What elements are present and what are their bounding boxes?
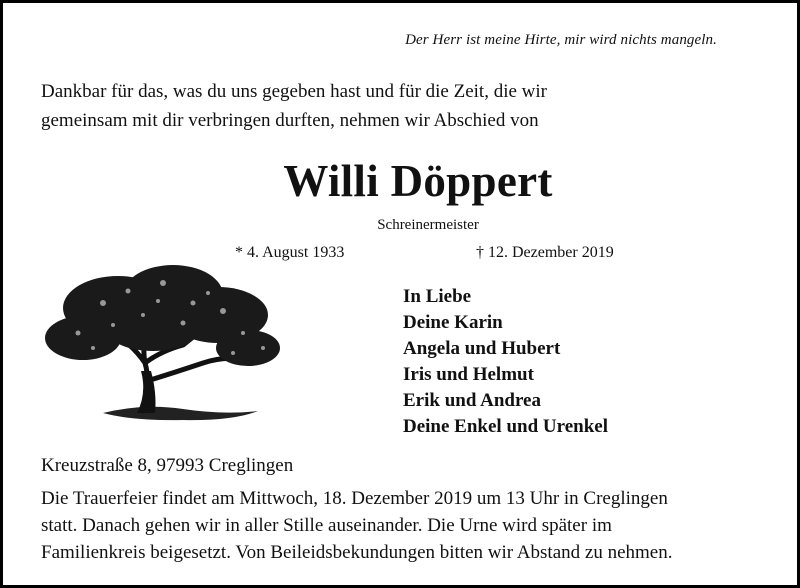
intro-line: Dankbar für das, was du uns gegeben hast und für die Zeit, die wir	[41, 81, 547, 102]
death-date: † 12. Dezember 2019	[476, 244, 614, 261]
bible-verse: Der Herr ist meine Hirte, mir wird nichts mangeln.	[405, 32, 717, 48]
deceased-name: Willi Döppert	[283, 156, 553, 206]
ceremony-line: statt. Danach gehen wir in aller Stille auseinander. Die Urne wird später im	[41, 515, 612, 536]
address: Kreuzstraße 8, 97993 Creglingen	[41, 455, 294, 476]
mourner-line: Deine Enkel und Urenkel	[403, 416, 608, 437]
intro-line: gemeinsam mit dir verbringen durften, nehmen wir Abschied von	[41, 110, 539, 131]
mourner-line: In Liebe	[403, 286, 472, 307]
ceremony-line: Familienkreis beigesetzt. Von Beileidsbekundungen bitten wir Abstand zu nehmen.	[41, 542, 673, 563]
deceased-profession: Schreinermeister	[377, 217, 479, 233]
mourner-line: Deine Karin	[403, 312, 503, 333]
ceremony-line: Die Trauerfeier findet am Mittwoch, 18. Dezember 2019 um 13 Uhr in Creglingen	[41, 488, 668, 509]
mourner-line: Iris und Helmut	[403, 364, 534, 385]
intro-text	[41, 77, 781, 135]
mourner-line: Angela und Hubert	[403, 338, 561, 359]
birth-date: * 4. August 1933	[235, 244, 345, 261]
mourners-list	[403, 284, 608, 440]
tree-illustration-icon	[33, 253, 288, 423]
mourner-line: Erik und Andrea	[403, 390, 541, 411]
ceremony-info	[41, 485, 791, 566]
